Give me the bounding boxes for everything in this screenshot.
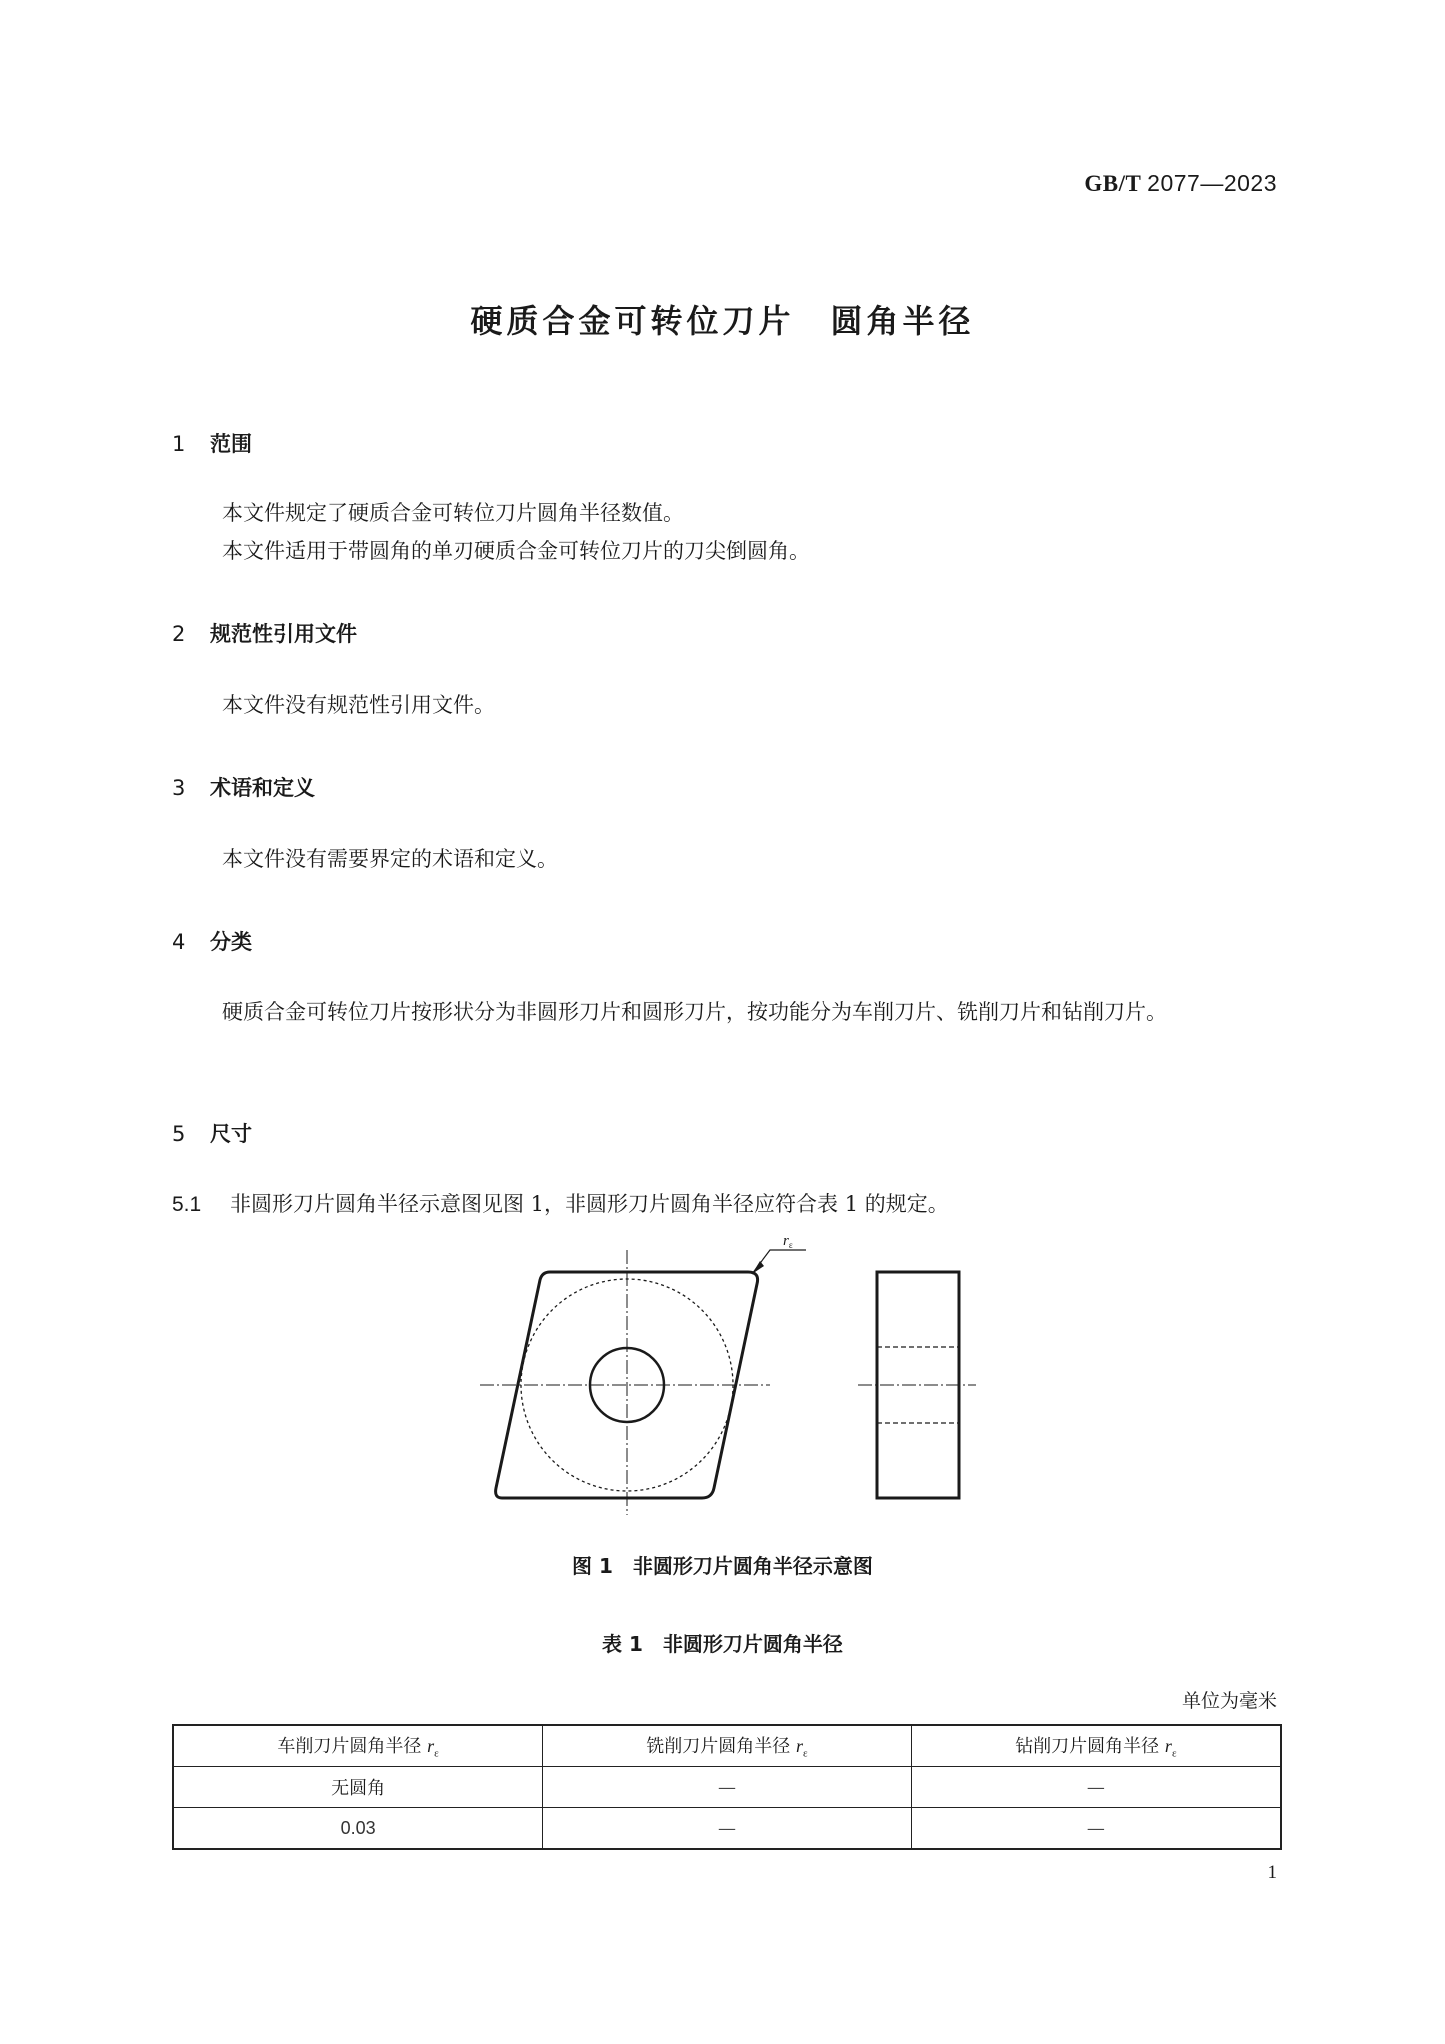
section-number: 1	[172, 432, 186, 456]
table-cell: —	[911, 1808, 1281, 1850]
section-5-heading	[172, 1118, 252, 1148]
document-title: 硬质合金可转位刀片 圆角半径	[470, 302, 975, 340]
table-unit-note: 单位为毫米	[1181, 1690, 1277, 1712]
standard-code	[1084, 170, 1277, 197]
section-number: 4	[172, 930, 186, 954]
section-1-paragraph-1: 本文件规定了硬质合金可转位刀片圆角半径数值。	[222, 501, 684, 525]
table-1	[172, 1724, 1282, 1850]
table-cell: 0.03	[173, 1808, 543, 1850]
standard-code-prefix: GB/T	[1084, 171, 1141, 196]
header-milling: 铣削刀片圆角半径 $r_\varepsilon$	[543, 1725, 912, 1767]
table-header-row	[173, 1725, 1281, 1767]
clause-number: 5.1	[172, 1193, 202, 1216]
section-1-heading	[172, 428, 252, 458]
section-title: 范围	[210, 432, 252, 456]
page-number: 1	[1267, 1862, 1277, 1883]
header-drilling: 钻削刀片圆角半径 $r_\varepsilon$	[911, 1725, 1281, 1767]
header-turning: 车削刀片圆角半径 $r_\varepsilon$	[173, 1725, 543, 1767]
section-3-heading	[172, 772, 315, 802]
section-3-paragraph: 本文件没有需要界定的术语和定义。	[222, 847, 558, 871]
section-title: 术语和定义	[210, 776, 315, 800]
figure-1-caption: 图 1 非圆形刀片圆角半径示意图	[572, 1554, 873, 1578]
table-row	[173, 1808, 1281, 1850]
section-1-paragraph-2: 本文件适用于带圆角的单刃硬质合金可转位刀片的刀尖倒圆角。	[222, 539, 810, 563]
radius-leader-arrow	[752, 1261, 764, 1274]
section-4-paragraph: 硬质合金可转位刀片按形状分为非圆形刀片和圆形刀片，按功能分为车削刀片、铣削刀片和钻削刀片。	[222, 1000, 1167, 1024]
standard-code-number: 2077—2023	[1147, 170, 1277, 196]
clause-5-1	[172, 1188, 949, 1218]
radius-label: $r_\varepsilon$	[783, 1233, 793, 1250]
section-2-heading	[172, 618, 357, 648]
section-4-heading	[172, 926, 252, 956]
section-2-paragraph: 本文件没有规范性引用文件。	[222, 693, 495, 717]
figure-1-diagram	[480, 1230, 1000, 1530]
section-title: 分类	[210, 930, 252, 954]
table-cell: —	[911, 1767, 1281, 1808]
section-number: 5	[172, 1122, 186, 1146]
table-cell: —	[543, 1767, 912, 1808]
section-number: 2	[172, 622, 186, 646]
table-row	[173, 1767, 1281, 1808]
clause-text: 非圆形刀片圆角半径示意图见图 1，非圆形刀片圆角半径应符合表 1 的规定。	[230, 1192, 949, 1216]
section-title: 尺寸	[210, 1122, 252, 1146]
table-1-caption: 表 1 非圆形刀片圆角半径	[602, 1632, 843, 1656]
table-cell: —	[543, 1808, 912, 1850]
table-cell: 无圆角	[173, 1767, 543, 1808]
section-number: 3	[172, 776, 186, 800]
section-title: 规范性引用文件	[210, 622, 357, 646]
